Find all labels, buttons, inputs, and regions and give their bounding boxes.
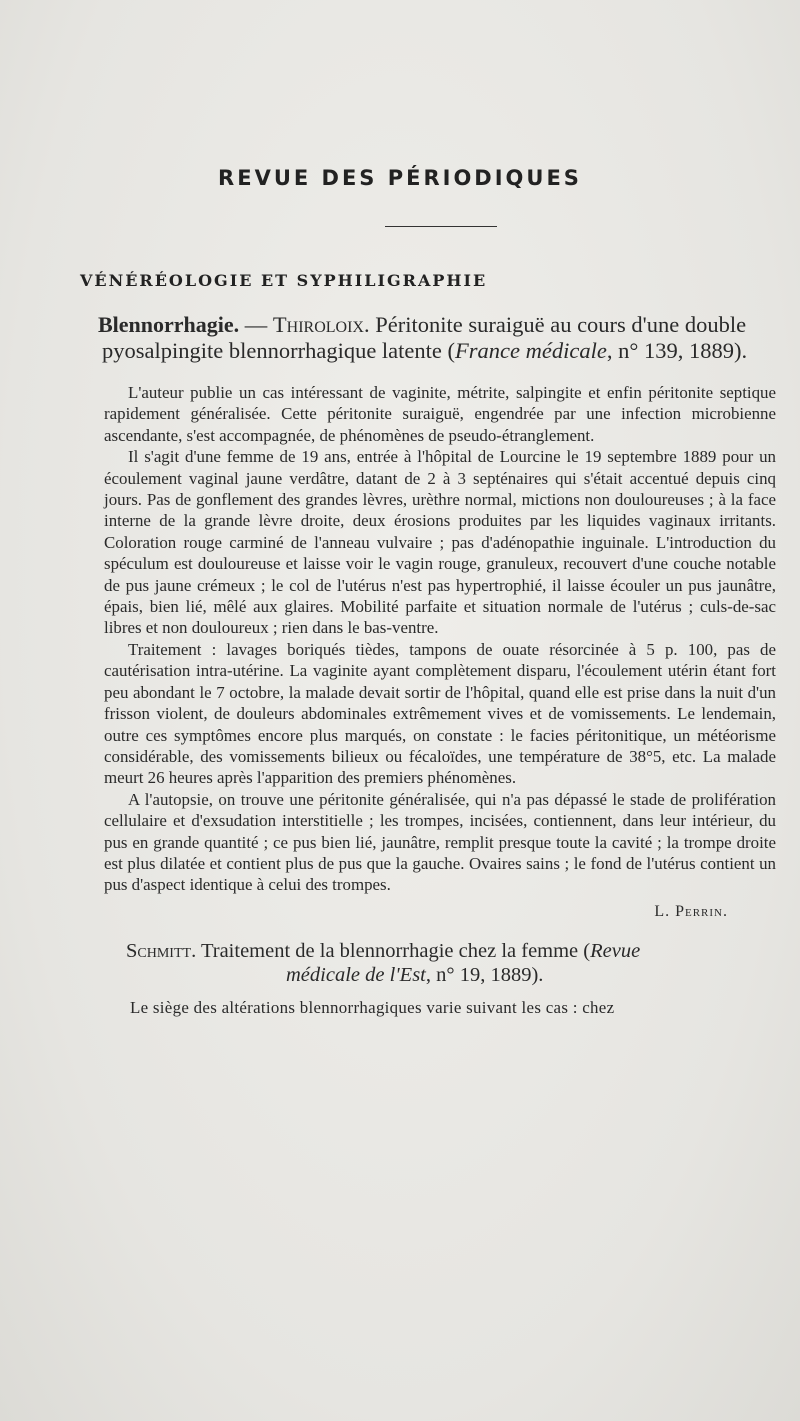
section-heading: VÉNÉRÉOLOGIE ET SYPHILIGRAPHIE <box>80 271 488 290</box>
entry-1-paragraph-1: L'auteur publie un cas intéressant de vaginite, métrite, salpingite et enfin péritonite septique rapidement généralisée. Cette péritonite suraiguë, engendrée par une infection microbienne ascendante, s'est accompagnée, de phénomènes de pseudo-étranglement. <box>104 383 776 445</box>
entry-1-title: . Péritonite suraiguë au cours d'une double pyosalpingite blennorrhagique latente ( <box>102 312 747 363</box>
entry-1-author: Thiroloix <box>272 312 364 337</box>
entry-1-paragraph-4: A l'autopsie, on trouve une péritonite généralisée, qui n'a pas dépassé le stade de prolifération cellulaire et d'exsudation interstitielle ; les trompes, incisées, contiennent, dans leur intérieur, du pus en grande quantité ; ce pus bien lié, jaunâtre, remplit presque toute la cavité ; la trompe droite est plus dilatée et contient plus de pus que la gauche. Ovaires sains ; le fond de l'utérus contient un pus d'aspect identique à celui des trompes. <box>104 789 776 895</box>
entry-2-title: . Traitement de la blennorrhagie chez la femme ( <box>191 939 591 962</box>
entry-2-heading <box>126 939 776 987</box>
entry-2-reference: , n° 19, 1889). <box>425 963 544 986</box>
entry-1-paragraph-2: Il s'agit d'une femme de 19 ans, entrée à l'hôpital de Lourcine le 19 septembre 1889 pour un écoulement vaginal jaune verdâtre, datant de 2 à 3 septénaires qui s'était accentué depuis cinq jours. Pas de gonflement des grandes lèvres, urèthre normal, mictions non douloureuses ; à la face interne de la grande lèvre droite, deux érosions produites par les liquides vaginaux irritants. Coloration rouge carminé de l'anneau vulvaire ; pas d'adénopathie inguinale. L'introduction du spéculum est douloureuse et laisse voir le vagin rouge, granuleux, recouvert d'une couche notable de pus jaune crémeux ; le col de l'utérus n'est pas hypertrophié, il laisse écouler un pus jaunâtre, épais, bien lié, mêlé aux glaires. Mobilité parfaite et situation normale de l'utérus ; culs-de-sac libres et non douloureux ; rien dans le bas-ventre. <box>104 447 776 638</box>
entry-2-journal-part-1: Revue <box>590 939 641 962</box>
entry-1-journal: France médicale <box>455 338 607 363</box>
entry-2-author: Schmitt <box>126 939 192 962</box>
title-divider <box>385 226 497 227</box>
page-title: REVUE DES PÉRIODIQUES <box>218 166 582 190</box>
entry-1-dash: — <box>239 312 273 337</box>
entry-1-topic: Blennorrhagie. <box>98 312 240 337</box>
entry-1-reference: , n° 139, 1889). <box>606 338 748 363</box>
entry-1-paragraph-3: Traitement : lavages boriqués tièdes, tampons de ouate résorcinée à 5 p. 100, pas de cautérisation intra-utérine. La vaginite ayant complètement disparu, l'écoulement utérin étant fort peu abondant le 7 octobre, la malade devait sortir de l'hôpital, quand elle est prise dans la nuit d'un frisson violent, de douleurs abdominales extrêmement vives et de vomissements. Le lendemain, outre ces symptômes encore plus marqués, on constate : le facies péritonitique, un météorisme considérable, des vomissements bilieux ou fécaloïdes, une température de 38°5, etc. La malade meurt 26 heures après l'apparition des premiers phénomènes. <box>104 639 776 788</box>
entry-1-heading <box>70 312 776 364</box>
entry-2-journal-part-2: médicale de l'Est <box>286 963 426 986</box>
entry-1-signature: L. Perrin. <box>654 902 728 920</box>
entry-1-body <box>104 382 776 896</box>
entry-2-first-line: Le siège des altérations blennorrhagiques varie suivant les cas : chez <box>130 997 615 1017</box>
